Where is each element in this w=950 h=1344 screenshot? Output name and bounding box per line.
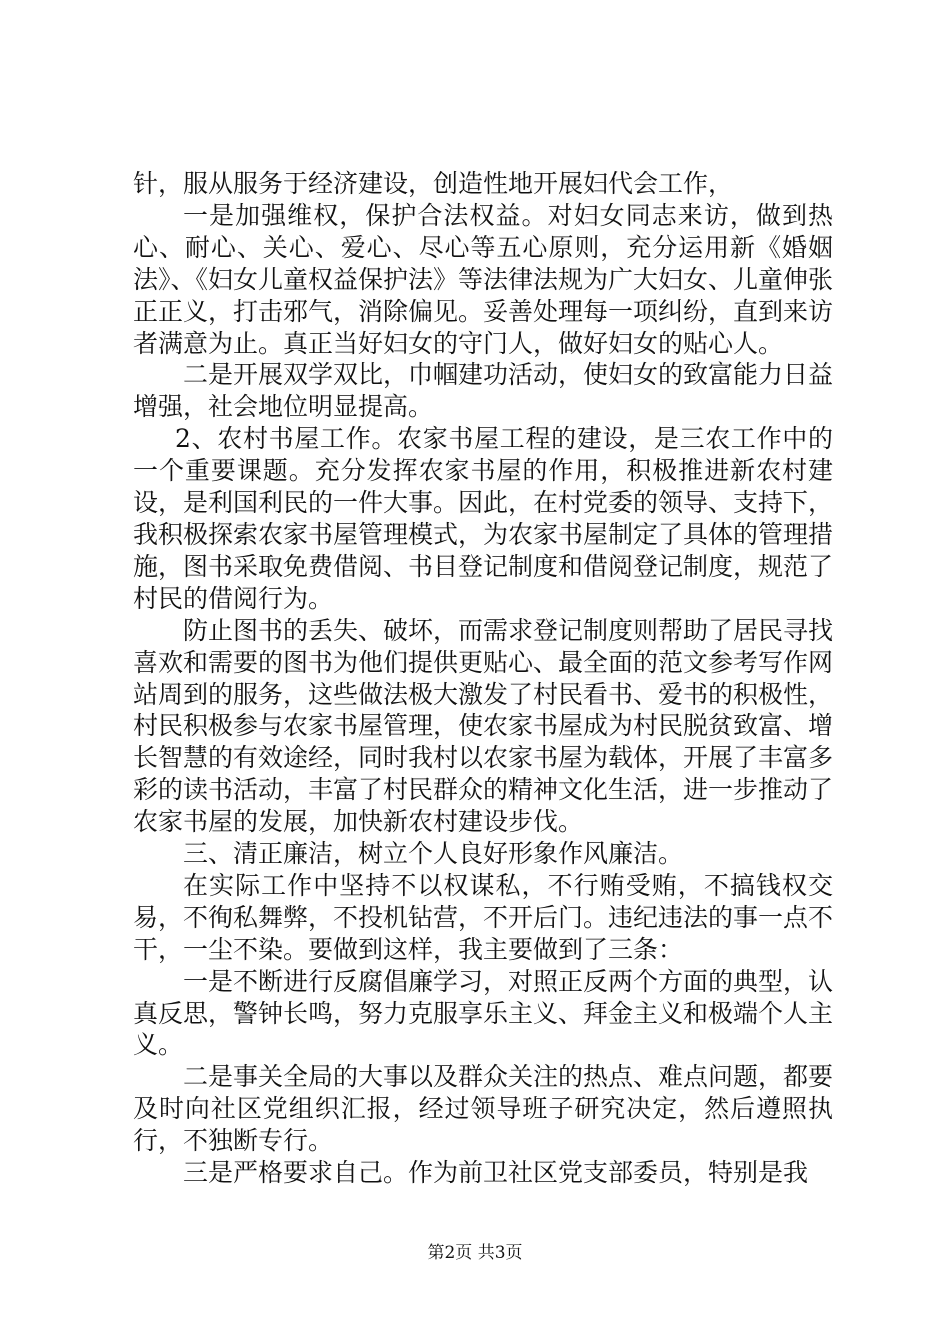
paragraph-10: 三是严格要求自己。作为前卫社区党支部委员，特别是我 (183, 1158, 809, 1188)
document-body (133, 168, 833, 1189)
paragraph-8: 一是不断进行反腐倡廉学习，对照正反两个方面的典型，认真反思，警钟长鸣，努力克服享乐主义、拜金主义和极端个人主义。 (133, 966, 834, 1060)
paragraph-9: 二是事关全局的大事以及群众关注的热点、难点问题，都要及时向社区党组织汇报，经过领导班子研究决定，然后遵照执行，不独断专行。 (133, 1062, 834, 1156)
paragraph-7: 在实际工作中坚持不以权谋私，不行贿受贿，不搞钱权交易，不徇私舞弊，不投机钻营，不开后门。违纪违法的事一点不干，一尘不染。要做到这样，我主要做到了三条： (133, 870, 834, 964)
paragraph-6: 三、清正廉洁，树立个人良好形象作风廉洁。 (183, 839, 684, 869)
page-number-footer: 第2页 共3页 (427, 1243, 523, 1263)
paragraph-2: 一是加强维权，保护合法权益。对妇女同志来访，做到热心、耐心、关心、爱心、尽心等五心原则，充分运用新《婚姻法》、《妇女儿童权益保护法》等法律法规为广大妇女、儿童伸张正正义，打击邪气，消除偏见。妥善处理每一项纠纷，直到来访者满意为止。真正当好妇女的守门人，做好妇女的贴心人。 (133, 200, 834, 358)
paragraph-1: 针，服从服务于经济建设，创造性地开展妇代会工作， (133, 169, 734, 198)
paragraph-4: 2、农村书屋工作。农家书屋工程的建设，是三农工作中的一个重要课题。充分发挥农家书屋的作用，积极推进新农村建设，是利国利民的一件大事。因此，在村党委的领导、支持下，我积极探索农家书屋管理模式，为农家书屋制定了具体的管理措施，图书采取免费借阅、书目登记制度和借阅登记制度，规范了村民的借阅行为。 (133, 424, 834, 613)
paragraph-3: 二是开展双学双比，巾帼建功活动，使妇女的致富能力日益增强，社会地位明显提高。 (133, 360, 834, 422)
paragraph-5: 防止图书的丢失、破坏，而需求登记制度则帮助了居民寻找喜欢和需要的图书为他们提供更贴心、最全面的范文参考写作网站周到的服务，这些做法极大激发了村民看书、爱书的积极性，村民积极参与农家书屋管理，使农家书屋成为村民脱贫致富、增长智慧的有效途经，同时我村以农家书屋为载体，开展了丰富多彩的读书活动，丰富了村民群众的精神文化生活，进一步推动了农家书屋的发展，加快新农村建设步伐。 (133, 615, 834, 837)
